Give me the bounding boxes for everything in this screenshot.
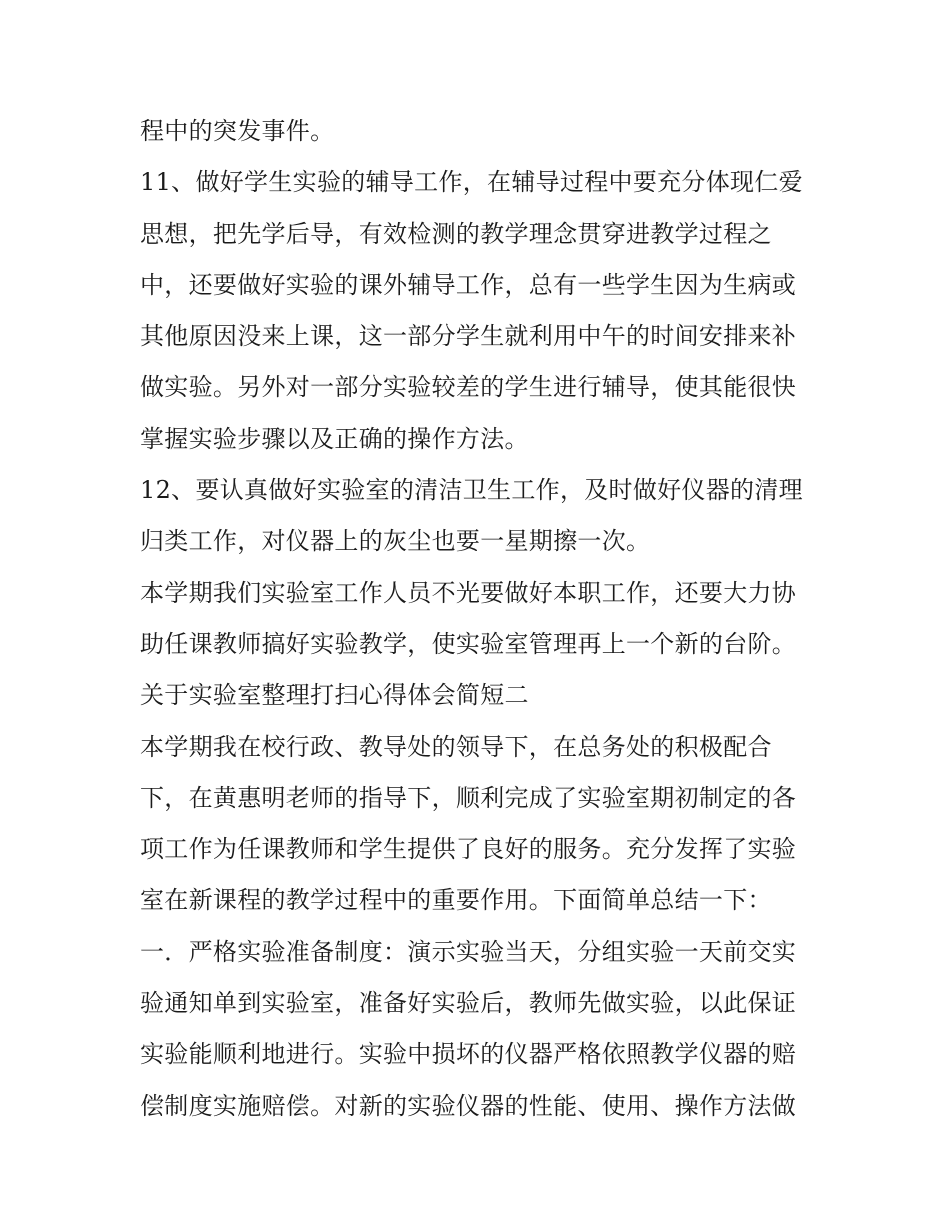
text-line: 12、要认真做好实验室的清洁卫生工作，及时做好仪器的清理 [140, 476, 803, 505]
text-line: 本学期我们实验室工作人员不光要做好本职工作，还要大力协 [140, 578, 797, 607]
text-line: 下，在黄惠明老师的指导下，顺利完成了实验室期初制定的各 [140, 783, 797, 812]
text-line: 验通知单到实验室，准备好实验后，教师先做实验，以此保证 [140, 989, 797, 1018]
text-line: 实验能顺利地进行。实验中损坏的仪器严格依照教学仪器的赔 [140, 1040, 797, 1069]
text-line: 室在新课程的教学过程中的重要作用。下面简单总结一下： [140, 886, 772, 915]
text-line: 做实验。另外对一部分实验较差的学生进行辅导，使其能很快 [140, 373, 797, 402]
document-page [140, 106, 820, 1132]
text-line: 程中的突发事件。 [140, 117, 335, 145]
text-line: 一．严格实验准备制度：演示实验当天，分组实验一天前交实 [140, 937, 797, 966]
text-line: 思想，把先学后导，有效检测的教学理念贯穿进教学过程之 [140, 219, 772, 248]
text-line: 归类工作，对仪器上的灰尘也要一星期擦一次。 [140, 527, 651, 556]
text-line: 项工作为任课教师和学生提供了良好的服务。充分发挥了实验 [140, 835, 797, 864]
text-line: 助任课教师搞好实验教学，使实验室管理再上一个新的台阶。 [140, 629, 797, 658]
text-line: 11、做好学生实验的辅导工作，在辅导过程中要充分体现仁爱 [140, 168, 803, 197]
text-line: 掌握实验步骤以及正确的操作方法。 [140, 424, 529, 453]
text-line: 中，还要做好实验的课外辅导工作，总有一些学生因为生病或 [140, 270, 797, 299]
text-line: 其他原因没来上课，这一部分学生就利用中午的时间安排来补 [140, 322, 797, 351]
text-line: 偿制度实施赔偿。对新的实验仪器的性能、使用、操作方法做 [140, 1091, 797, 1120]
section-heading: 关于实验室整理打扫心得体会简短二 [140, 681, 529, 710]
text-line: 本学期我在校行政、教导处的领导下，在总务处的积极配合 [140, 732, 772, 761]
